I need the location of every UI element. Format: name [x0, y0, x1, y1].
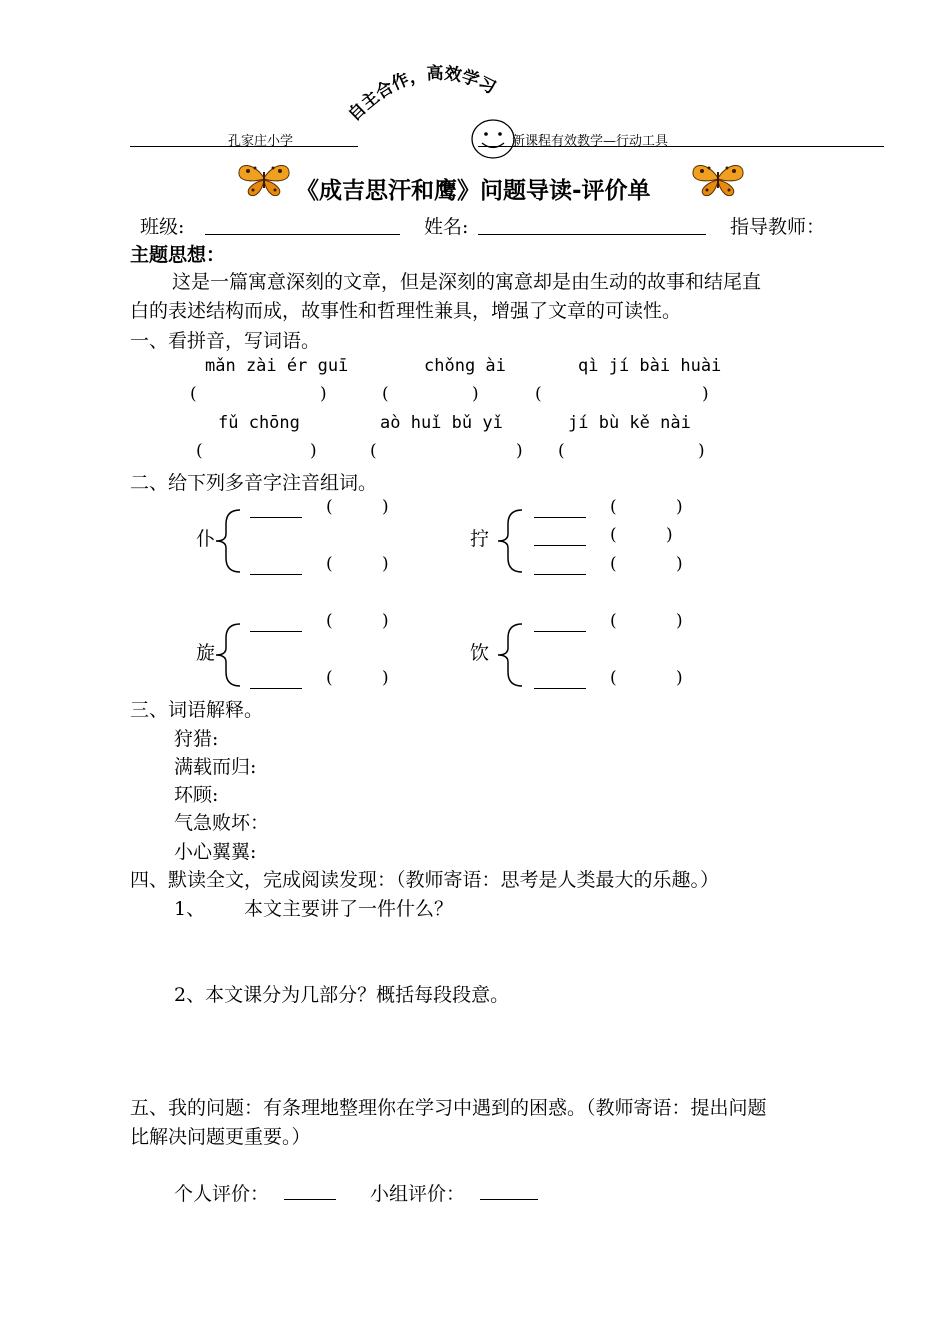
section3-heading: 三、词语解释。 [130, 699, 264, 721]
name-field[interactable] [478, 212, 706, 235]
word-blank[interactable] [534, 574, 586, 575]
answer-open: ( [196, 441, 203, 461]
answer-close: ) [702, 384, 709, 404]
personal-eval-field[interactable] [284, 1179, 336, 1200]
section4-heading: 四、默读全文，完成阅读发现：（教师寄语：思考是人类最大的乐趣。） [130, 869, 720, 891]
answer-open: ( [382, 384, 389, 404]
header-rule-right [478, 146, 884, 147]
answer-open: ( [535, 384, 542, 404]
butterfly-icon [236, 160, 292, 198]
section5-line1: 五、我的问题：有条理地整理你在学习中遇到的困惑。（教师寄语：提出问题 [130, 1097, 767, 1119]
polyphone-char: 仆 [196, 528, 216, 550]
curly-brace [212, 506, 242, 576]
term-3: 环顾: [174, 784, 219, 806]
answer-close: ) [472, 384, 479, 404]
pinyin-6: jí bù kě nài [568, 413, 691, 433]
term-2: 满载而归: [174, 756, 257, 778]
answer-close: ) [382, 497, 389, 517]
word-blank[interactable] [250, 688, 302, 689]
curly-brace [494, 506, 524, 576]
word-blank[interactable] [534, 517, 586, 518]
page-title: 《成吉思汗和鹰》问题导读-评价单 [296, 178, 651, 204]
polyphone-char: 旋 [196, 642, 216, 664]
answer-close: ) [382, 611, 389, 631]
theme-text-line2: 白的表述结构而成，故事性和哲理性兼具，增强了文章的可读性。 [130, 300, 682, 322]
answer-open: ( [326, 668, 333, 688]
class-label: 班级: [140, 216, 185, 238]
polyphone-char: 拧 [470, 528, 490, 550]
word-blank[interactable] [534, 545, 586, 546]
answer-close: ) [516, 441, 523, 461]
answer-open: ( [610, 497, 617, 517]
word-blank[interactable] [534, 688, 586, 689]
section2-heading: 二、给下列多音字注音组词。 [130, 472, 378, 494]
answer-open: ( [190, 384, 197, 404]
answer-open: ( [610, 554, 617, 574]
pinyin-1: mǎn zài ér guī [205, 356, 349, 376]
answer-open: ( [326, 497, 333, 517]
question-1: 本文主要讲了一件什么？ [244, 898, 454, 920]
answer-close: ) [676, 554, 683, 574]
school-name: 孔家庄小学 [228, 134, 294, 149]
question-2: 2、本文课分为几部分？概括每段段意。 [174, 984, 510, 1006]
pinyin-2: chǒng ài [424, 356, 506, 376]
answer-open: ( [370, 441, 377, 461]
polyphone-char: 饮 [470, 642, 490, 664]
curly-brace [212, 620, 242, 690]
answer-open: ( [610, 525, 617, 545]
svg-text:自主合作，高效学习 [344, 62, 499, 125]
answer-close: ) [320, 384, 327, 404]
question-1-number: 1、 [174, 898, 206, 920]
arc-text: 自主合作，高效学习 [344, 63, 499, 126]
section1-heading: 一、看拼音，写词语。 [130, 330, 321, 352]
class-field[interactable] [205, 212, 400, 235]
teacher-label: 指导教师： [730, 216, 826, 238]
answer-open: ( [610, 611, 617, 631]
curly-brace [494, 620, 524, 690]
group-eval-field[interactable] [480, 1179, 538, 1200]
answer-close: ) [676, 668, 683, 688]
answer-open: ( [326, 611, 333, 631]
pinyin-4: fǔ chōng [218, 413, 300, 433]
word-blank[interactable] [534, 631, 586, 632]
group-eval-label: 小组评价： [370, 1183, 466, 1205]
answer-close: ) [698, 441, 705, 461]
answer-close: ) [666, 525, 673, 545]
answer-close: ) [676, 497, 683, 517]
project-name: 新课程有效教学—行动工具 [512, 134, 669, 149]
word-blank[interactable] [250, 517, 302, 518]
answer-open: ( [610, 668, 617, 688]
word-blank[interactable] [250, 574, 302, 575]
header-rule-left [130, 146, 358, 147]
answer-close: ) [382, 668, 389, 688]
term-5: 小心翼翼: [174, 841, 257, 863]
term-4: 气急败坏： [174, 812, 270, 834]
pinyin-3: qì jí bài huài [578, 356, 722, 376]
pinyin-5: aò huǐ bǔ yǐ [380, 413, 503, 433]
name-label: 姓名: [424, 216, 469, 238]
answer-open: ( [558, 441, 565, 461]
smiley-icon [470, 118, 516, 160]
answer-close: ) [382, 554, 389, 574]
word-blank[interactable] [250, 631, 302, 632]
section5-line2: 比解决问题更重要。） [130, 1126, 311, 1148]
personal-eval-label: 个人评价： [174, 1183, 270, 1205]
answer-close: ) [676, 611, 683, 631]
term-1: 狩猎: [174, 728, 219, 750]
answer-open: ( [326, 554, 333, 574]
theme-heading: 主题思想： [130, 244, 226, 266]
theme-text-line1: 这是一篇寓意深刻的文章，但是深刻的寓意却是由生动的故事和结尾直 [172, 271, 762, 293]
answer-close: ) [310, 441, 317, 461]
butterfly-icon [690, 160, 746, 198]
